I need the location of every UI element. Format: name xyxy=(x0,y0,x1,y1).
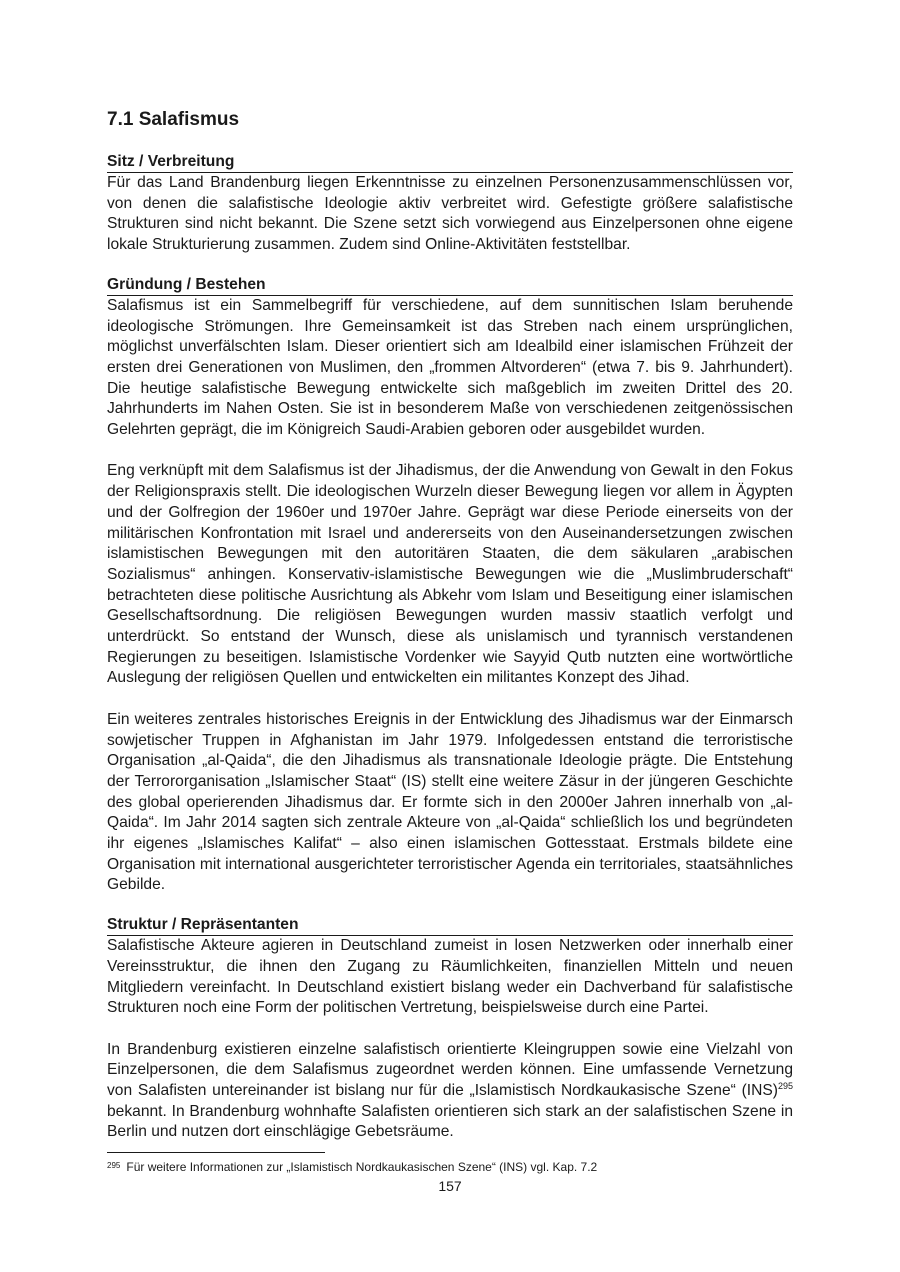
paragraph: Eng verknüpft mit dem Salafismus ist der Jihadismus, der die Anwendung von Gewalt in den Fokus der Religionspraxis stellt. Die ideologischen Wurzeln dieser Bewegung liegen vor allem in Ägypten und der Golfregion der 1960er und 1970er Jahre. Geprägt war diese Periode einerseits von der militärischen Konfrontation mit Israel und andererseits von den Auseinandersetzungen zwischen islamistischen Bewegungen mit den autoritären Staaten, die dem säkularen „arabischen Sozialismus“ anhingen. Konservativ-islamistische Bewegungen wie die „Muslimbruderschaft“ betrachteten diese politische Ausrichtung als Abkehr vom Islam und Beseitigung einer islamischen Gesellschaftsordnung. Die religiösen Bewegungen wurden massiv staatlich verfolgt und unterdrückt. So entstand der Wunsch, diese als unislamisch und tyrannisch verstandenen Regierungen zu beseitigen. Islamistische Vordenker wie Sayyid Qutb nutzten eine wortwörtliche Auslegung der religiösen Quellen und entwickelten ein militantes Konzept des Jihad. xyxy=(107,462,793,687)
footnote-reference[interactable]: 295 xyxy=(777,1081,793,1092)
paragraph: Salafistische Akteure agieren in Deutschland zumeist in losen Netzwerken oder innerhalb einer Vereinsstruktur, die ihnen den Zugang zu Räumlichkeiten, finanziellen Mitteln und neuen Mitgliedern vereinfacht. In Deutschland existiert bislang weder ein Dachverband für salafistische Strukturen noch eine Form der politischen Vertretung, beispielsweise durch eine Partei. xyxy=(107,937,793,1017)
paragraph: Ein weiteres zentrales historisches Ereignis in der Entwicklung des Jihadismus war der Einmarsch sowjetischer Truppen in Afghanistan im Jahr 1979. Infolgedessen entstand die terroristische Organisation „al-Qaida“, die den Jihadismus als transnationale Ideologie prägte. Die Entstehung der Terrororganisation „Islamischer Staat“ (IS) stellt eine weitere Zäsur in der jüngeren Geschichte des global operierenden Jihadismus dar. Er formte sich in den 2000er Jahren innerhalb von „al-Qaida“. Im Jahr 2014 sagten sich zentrale Akteure von „al-Qaida“ schließlich los und begründeten ihr eigenes „Islamisches Kalifat“ – also einen islamischen Gottesstaat. Erstmals bildete eine Organisation mit international ausgerichteter terroristischer Agenda ein territoriales, staatsähnliches Gebilde. xyxy=(107,710,793,894)
section-heading: Sitz / Verbreitung xyxy=(107,152,793,173)
paragraph-with-footnote xyxy=(107,1040,793,1144)
footnote-number: 295 xyxy=(107,1161,121,1170)
chapter-title: 7.1 Salafismus xyxy=(107,109,240,130)
section-gruendung-bestehen xyxy=(107,275,793,896)
section-sitz-verbreitung xyxy=(107,152,793,256)
section-heading: Struktur / Repräsentanten xyxy=(107,915,793,936)
footnote xyxy=(107,1158,793,1175)
footnote-separator xyxy=(107,1152,325,1153)
paragraph-text: In Brandenburg existieren einzelne salafistisch orientierte Kleingruppen sowie eine Vielzahl von Einzelpersonen, die dem Salafismus zugeordnet werden können. Eine umfassende Vernetzung von Salafisten untereinander ist bislang nur für die „Islamistisch Nordkaukasische Szene“ (INS) xyxy=(107,1040,793,1100)
section-struktur-repraesentanten xyxy=(107,915,793,1143)
page-number: 157 xyxy=(438,1178,462,1194)
paragraph: Für das Land Brandenburg liegen Erkenntnisse zu einzelnen Personenzusammenschlüssen vor, von denen die salafistische Ideologie aktiv verbreitet wird. Gefestigte größere salafistische Strukturen sind nicht bekannt. Die Szene setzt sich vorwiegend aus Einzelpersonen ohne eigene lokale Strukturierung zusammen. Zudem sind Online-Aktivitäten feststellbar. xyxy=(107,174,793,254)
footnote-text: Für weitere Informationen zur „Islamistisch Nordkaukasischen Szene“ (INS) vgl. Kap. 7.2 xyxy=(126,1160,598,1174)
section-heading: Gründung / Bestehen xyxy=(107,275,793,296)
paragraph: Salafismus ist ein Sammelbegriff für verschiedene, auf dem sunnitischen Islam beruhende ideologische Strömungen. Ihre Gemeinsamkeit ist das Streben nach einem ursprünglichen, möglichst unverfälschten Islam. Dieser orientiert sich am Idealbild einer islamischen Frühzeit der ersten drei Generationen von Muslimen, den „frommen Altvorderen“ (etwa 7. bis 9. Jahrhundert). Die heutige salafistische Bewegung entwickelte sich maßgeblich im zweiten Drittel des 20. Jahrhunderts im Nahen Osten. Sie ist in besonderem Maße von verschiedenen zeitgenössischen Gelehrten geprägt, die im Königreich Saudi-Arabien geboren oder ausgebildet wurden. xyxy=(107,296,793,439)
paragraph-text: bekannt. In Brandenburg wohnhafte Salafisten orientieren sich stark an der salafistischen Szene in Berlin und nutzen dort einschlägige Gebetsräume. xyxy=(107,1102,793,1141)
document-page xyxy=(107,100,793,1162)
